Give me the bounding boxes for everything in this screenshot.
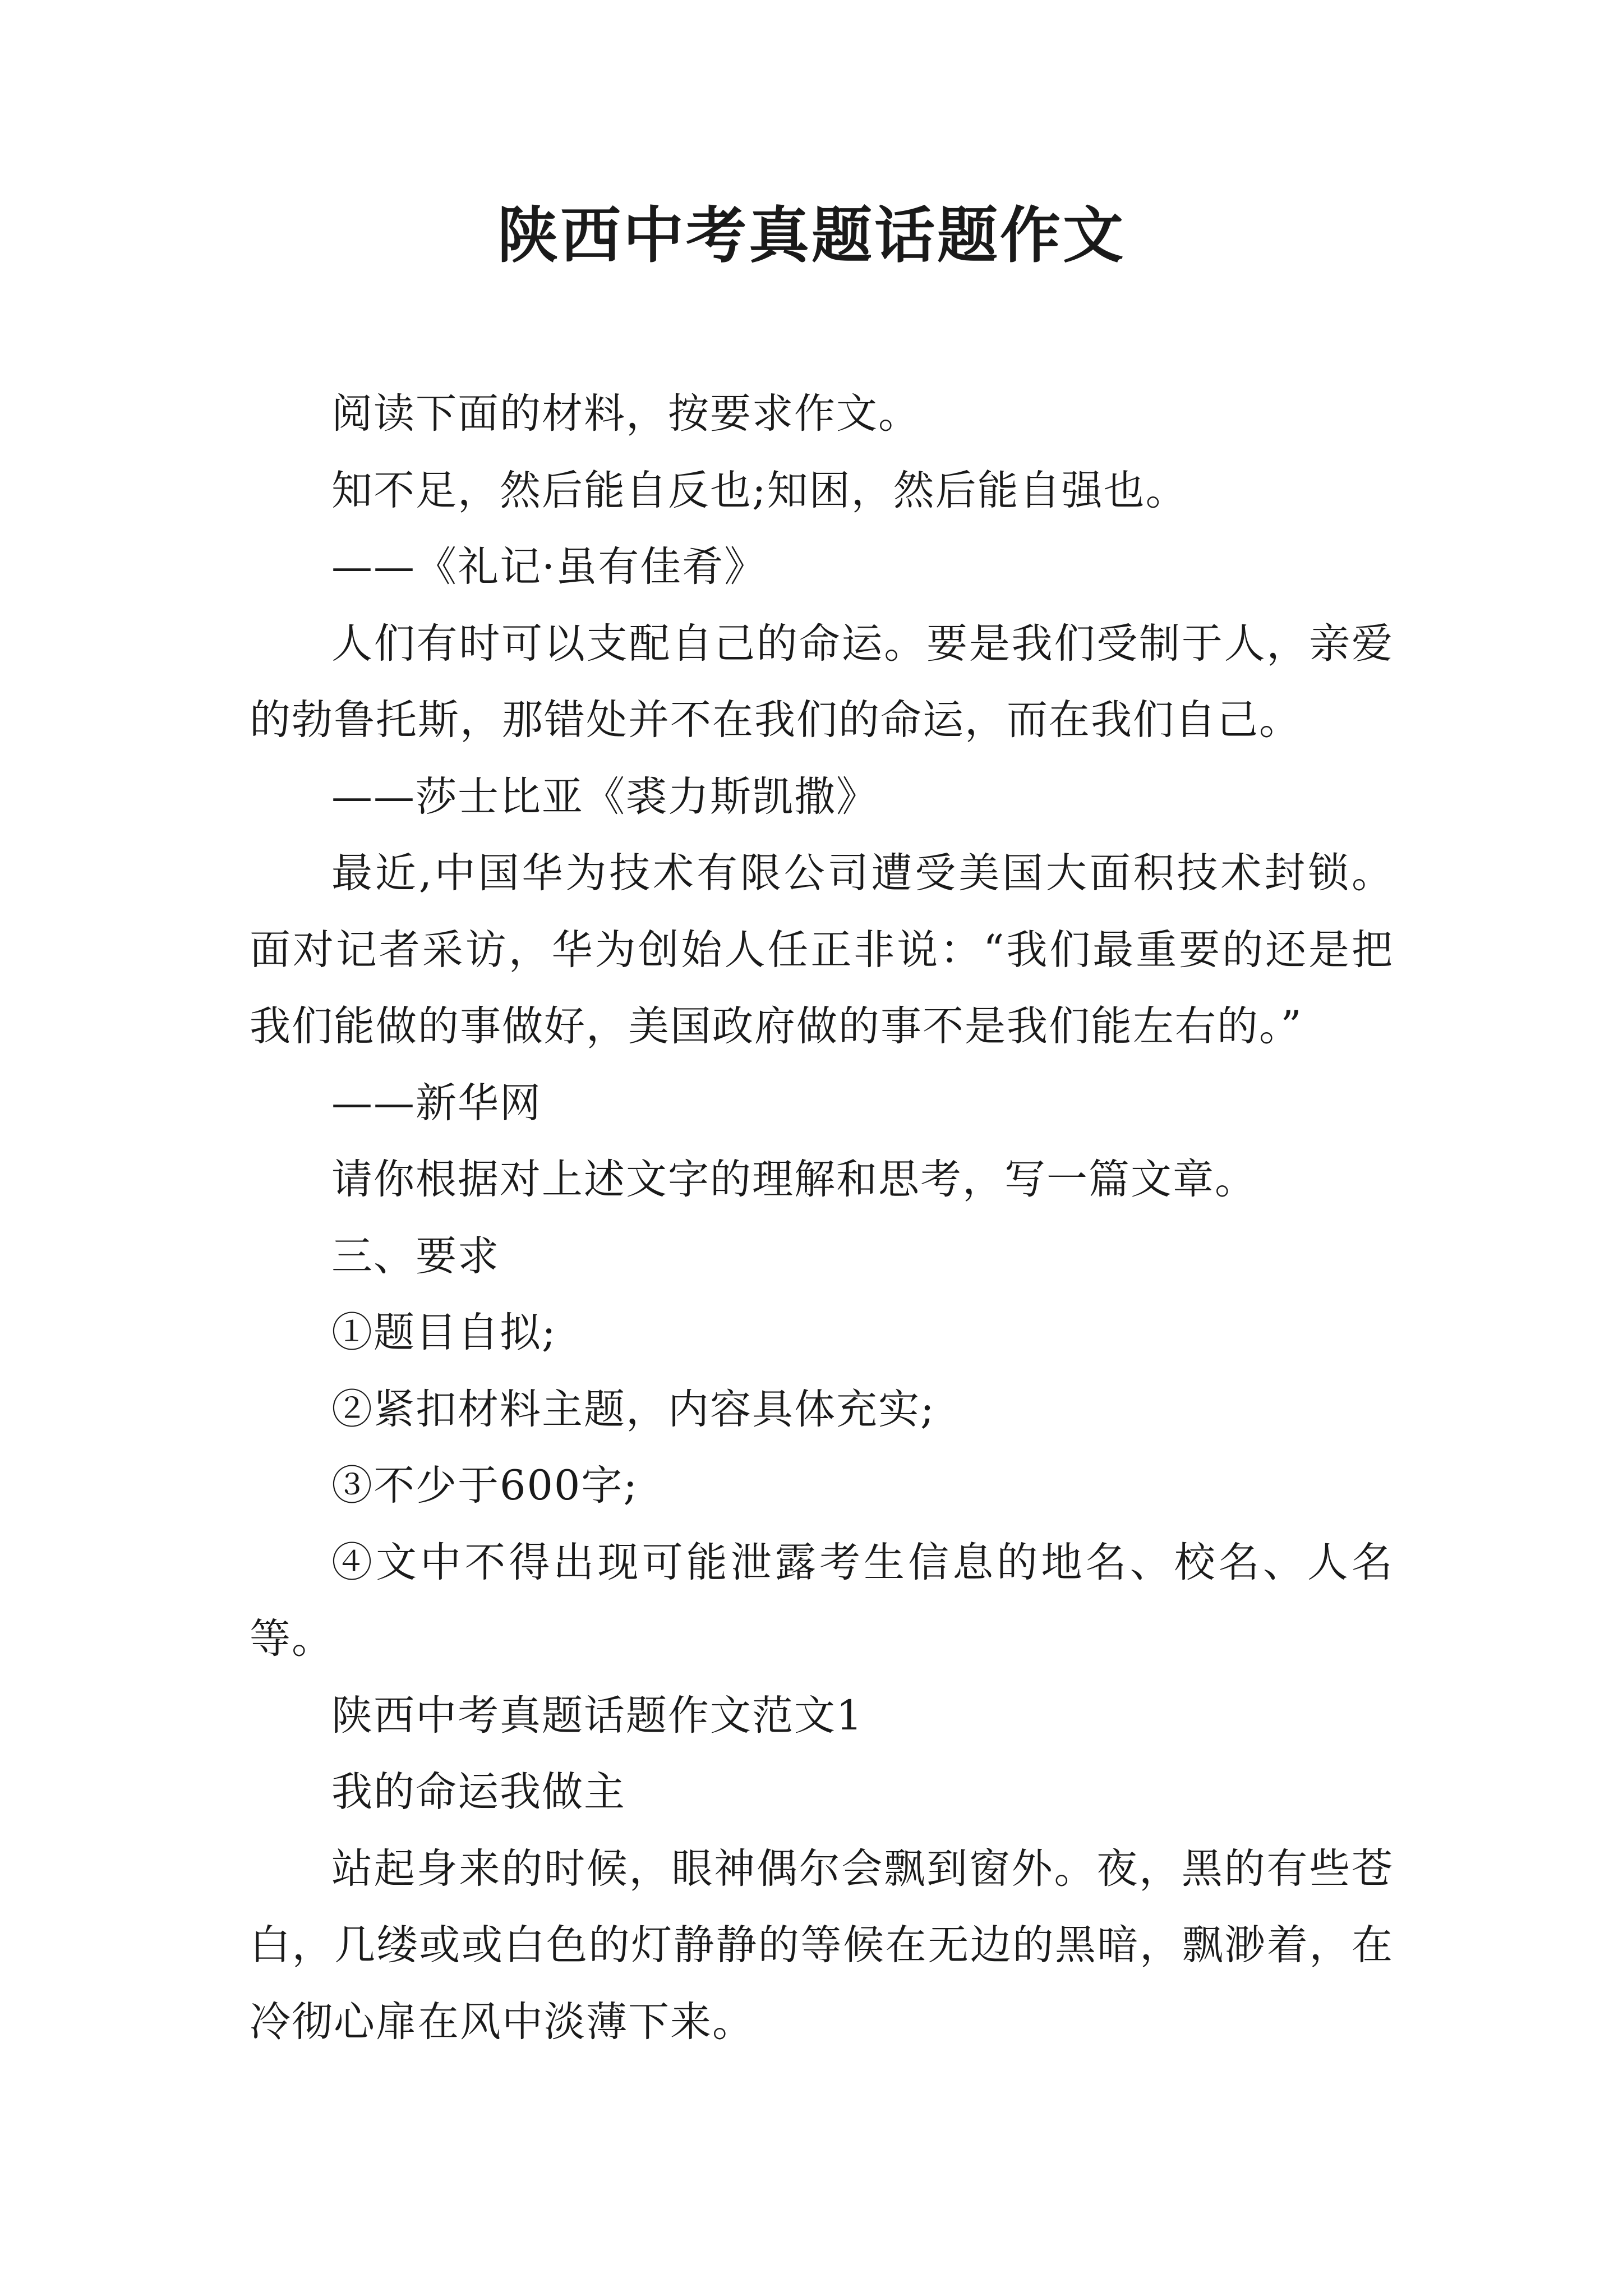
quote-shakespeare-source: ——莎士比亚《裘力斯凯撒》 bbox=[331, 772, 878, 821]
requirement-item: ④文中不得出现可能泄露考生信息的地名、校名、人名等。 bbox=[250, 1538, 1394, 1663]
quote-liji-source: ——《礼记·虽有佳肴》 bbox=[331, 543, 767, 591]
instruction-paragraph: 阅读下面的材料，按要求作文。 bbox=[331, 390, 920, 438]
quote-shakespeare: 人们有时可以支配自己的命运。要是我们受制于人，亲爱的勃鲁托斯，那错处并不在我们的命运，而在我们自己。 bbox=[250, 619, 1394, 744]
quote-liji: 知不足，然后能自反也;知困，然后能自强也。 bbox=[331, 466, 1188, 514]
sample-essay-heading: 陕西中考真题话题作文范文1 bbox=[331, 1691, 864, 1740]
sample-essay-title: 我的命运我做主 bbox=[331, 1768, 626, 1816]
requirement-item: ②紧扣材料主题，内容具体充实; bbox=[331, 1385, 935, 1433]
requirement-item: ①题目自拟; bbox=[331, 1309, 557, 1356]
requirement-item: ③不少于600字; bbox=[331, 1462, 638, 1510]
task-paragraph: 请你根据对上述文字的理解和思考，写一篇文章。 bbox=[331, 1156, 1257, 1203]
sample-essay-paragraph: 站起身来的时候，眼神偶尔会飘到窗外。夜，黑的有些苍白，几缕或或白色的灯静静的等候在无边的黑暗，飘渺着，在冷彻心扉在风中淡薄下来。 bbox=[250, 1844, 1394, 2046]
requirements-heading: 三、要求 bbox=[331, 1232, 500, 1280]
quote-huawei: 最近,中国华为技术有限公司遭受美国大面积技术封锁。面对记者采访，华为创始人任正非说：“我们最重要的还是把我们能做的事做好，美国政府做的事不是我们能左右的。” bbox=[250, 849, 1394, 1050]
document-body bbox=[250, 376, 1394, 2060]
quote-huawei-source: ——新华网 bbox=[331, 1079, 542, 1127]
document-title: 陕西中考真题话题作文 bbox=[497, 200, 1126, 271]
